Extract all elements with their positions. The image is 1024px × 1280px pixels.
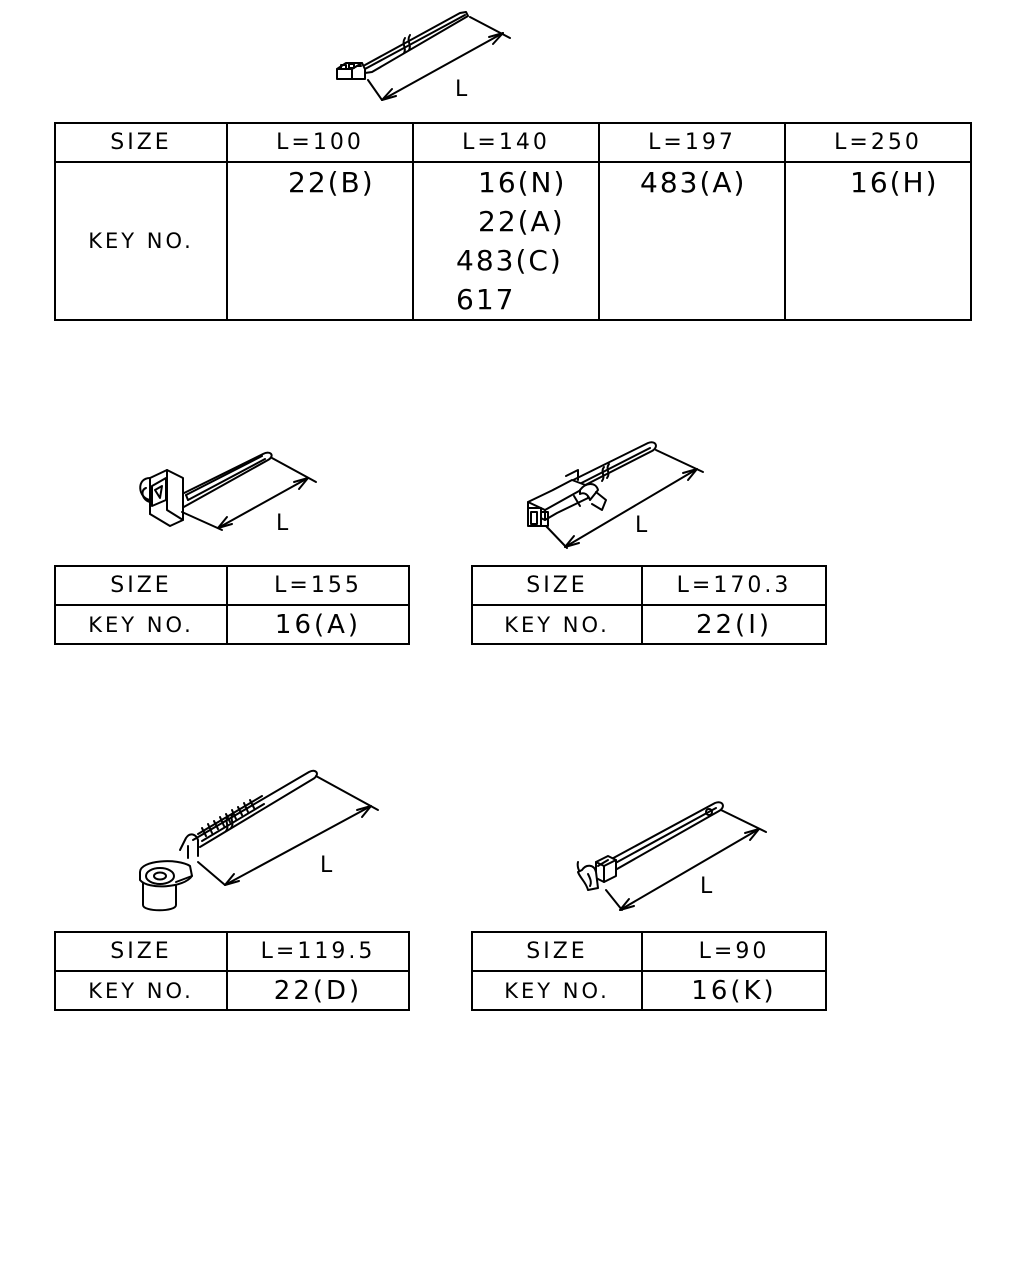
size-key-table-top bbox=[54, 122, 972, 321]
size-key-table-bottom-right bbox=[471, 931, 827, 1011]
size-key-table-middle-left bbox=[54, 565, 410, 645]
size-value: L=170.3 bbox=[642, 566, 826, 605]
key-values-cell bbox=[785, 162, 971, 320]
size-label: SIZE bbox=[472, 566, 642, 605]
key-values-cell bbox=[413, 162, 599, 320]
key-label: KEY NO. bbox=[472, 605, 642, 644]
size-key-table-middle-right bbox=[471, 565, 827, 645]
key-value: 16(N) bbox=[478, 166, 567, 199]
size-key-table-bottom-left bbox=[54, 931, 410, 1011]
size-label: SIZE bbox=[55, 566, 227, 605]
size-label: SIZE bbox=[55, 932, 227, 971]
size-value: L=250 bbox=[785, 123, 971, 162]
key-label: KEY NO. bbox=[55, 971, 227, 1010]
key-value: 16(A) bbox=[227, 605, 409, 644]
key-value: 617 bbox=[456, 283, 516, 316]
key-row bbox=[55, 605, 409, 644]
size-value: L=90 bbox=[642, 932, 826, 971]
size-value: L=100 bbox=[227, 123, 413, 162]
size-row bbox=[55, 932, 409, 971]
key-label: KEY NO. bbox=[55, 162, 227, 320]
size-row bbox=[55, 566, 409, 605]
size-value: L=119.5 bbox=[227, 932, 409, 971]
size-value: L=197 bbox=[599, 123, 785, 162]
key-label: KEY NO. bbox=[472, 971, 642, 1010]
key-row bbox=[472, 971, 826, 1010]
key-value: 16(H) bbox=[850, 166, 939, 199]
key-values-cell bbox=[599, 162, 785, 320]
key-row bbox=[472, 605, 826, 644]
key-value: 16(K) bbox=[642, 971, 826, 1010]
size-row bbox=[55, 123, 971, 162]
dimension-label-bottom-left: L bbox=[320, 853, 333, 878]
key-values-cell bbox=[227, 162, 413, 320]
key-label: KEY NO. bbox=[55, 605, 227, 644]
size-row bbox=[472, 566, 826, 605]
dimension-label-top: L bbox=[455, 77, 468, 102]
size-value: L=155 bbox=[227, 566, 409, 605]
key-row bbox=[55, 162, 971, 320]
dimension-label-bottom-right: L bbox=[700, 874, 713, 899]
size-label: SIZE bbox=[55, 123, 227, 162]
key-value: 22(A) bbox=[478, 205, 565, 238]
dimension-label-middle-left: L bbox=[276, 511, 289, 536]
key-value: 483(A) bbox=[640, 166, 747, 199]
key-value: 483(C) bbox=[456, 244, 563, 277]
size-label: SIZE bbox=[472, 932, 642, 971]
size-row bbox=[472, 932, 826, 971]
key-value: 22(I) bbox=[642, 605, 826, 644]
key-value: 22(D) bbox=[227, 971, 409, 1010]
key-value: 22(B) bbox=[288, 166, 375, 199]
dimension-label-middle-right: L bbox=[635, 513, 648, 538]
size-value: L=140 bbox=[413, 123, 599, 162]
key-row bbox=[55, 971, 409, 1010]
